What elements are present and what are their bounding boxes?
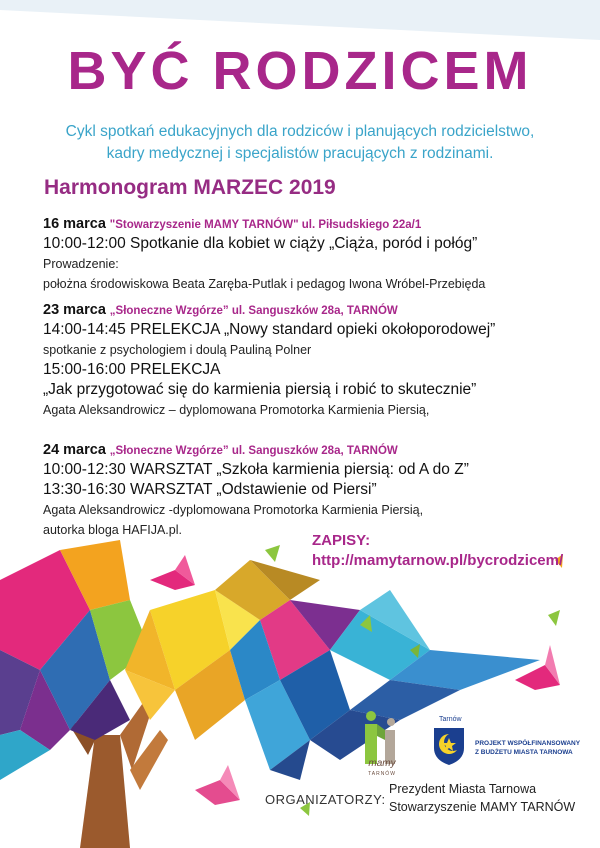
- subtitle-line: kadry medycznej i specjalistów pracujących z rodzinami.: [106, 145, 494, 162]
- organizer-item: Prezydent Miasta Tarnowa: [389, 782, 537, 796]
- event-line: 10:00-12:00 Spotkanie dla kobiet w ciąży „Ciąża, poród i połóg”: [43, 235, 478, 252]
- event-venue: „Słoneczne Wzgórze” ul. Sanguszków 28a, TARNÓW: [109, 305, 398, 317]
- event-date: 23 marca: [43, 302, 106, 318]
- mamy-logo-text: mamy: [368, 758, 396, 769]
- project-line: Z BUDŻETU MIASTA TARNOWA: [475, 749, 573, 756]
- event-23-march: [43, 300, 583, 420]
- schedule-heading: Harmonogram MARZEC 2019: [44, 176, 336, 199]
- event-date: 16 marca: [43, 216, 106, 232]
- signup-url-link[interactable]: http://mamytarnow.pl/bycrodzicem/: [312, 552, 564, 569]
- event-line: spotkanie z psychologiem i doulą Pauliną Polner: [43, 343, 312, 357]
- event-line: autorka bloga HAFIJA.pl.: [43, 523, 182, 537]
- subtitle-line: Cykl spotkań edukacyjnych dla rodziców i planujących rodzicielstwo,: [65, 123, 535, 140]
- event-venue: „Słoneczne Wzgórze” ul. Sanguszków 28a, TARNÓW: [109, 445, 398, 457]
- event-line: położna środowiskowa Beata Zaręba-Putlak i pedagog Iwona Wróbel-Przebięda: [43, 277, 486, 291]
- event-line: 13:30-16:30 WARSZTAT „Odstawienie od Piersi”: [43, 481, 377, 498]
- event-date-line: [43, 300, 583, 320]
- project-line: PROJEKT WSPÓŁFINANSOWANY: [475, 740, 581, 747]
- tarnow-crest-icon: [432, 726, 466, 766]
- event-24-march: [43, 440, 583, 540]
- mamy-logo-subtext: TARNÓW: [368, 771, 396, 777]
- event-line: 15:00-16:00 PRELEKCJA: [43, 361, 221, 378]
- event-16-march: [43, 214, 583, 294]
- event-line: Agata Aleksandrowicz -dyplomowana Promotorka Karmienia Piersią,: [43, 503, 424, 517]
- event-line: 10:00-12:30 WARSZTAT „Szkoła karmienia piersią: od A do Z”: [43, 461, 469, 478]
- event-line: 14:00-14:45 PRELEKCJA „Nowy standard opieki okołoporodowej”: [43, 321, 496, 338]
- event-date: 24 marca: [43, 442, 106, 458]
- event-date-line: [43, 440, 583, 460]
- tarnow-label: Tarnów: [439, 716, 462, 723]
- project-cofinancing-text: [475, 739, 590, 757]
- event-venue: "Stowarzyszenie MAMY TARNÓW" ul. Piłsudskiego 22a/1: [109, 219, 422, 231]
- event-line: Prowadzenie:: [43, 257, 119, 271]
- poster-subtitle: [20, 121, 580, 165]
- organizers-label: ORGANIZATORZY:: [265, 792, 386, 807]
- signup-label: ZAPISY:: [312, 532, 371, 549]
- event-line: Agata Aleksandrowicz – dyplomowana Promotorka Karmienia Piersią,: [43, 403, 430, 417]
- event-line: „Jak przygotować się do karmienia piersią i robić to skutecznie”: [43, 381, 477, 398]
- organizers-list: [389, 780, 575, 816]
- organizer-item: Stowarzyszenie MAMY TARNÓW: [389, 800, 576, 814]
- signup-block: [312, 531, 563, 571]
- poster-title: BYĆ RODZICEM: [67, 41, 533, 101]
- event-date-line: [43, 214, 583, 234]
